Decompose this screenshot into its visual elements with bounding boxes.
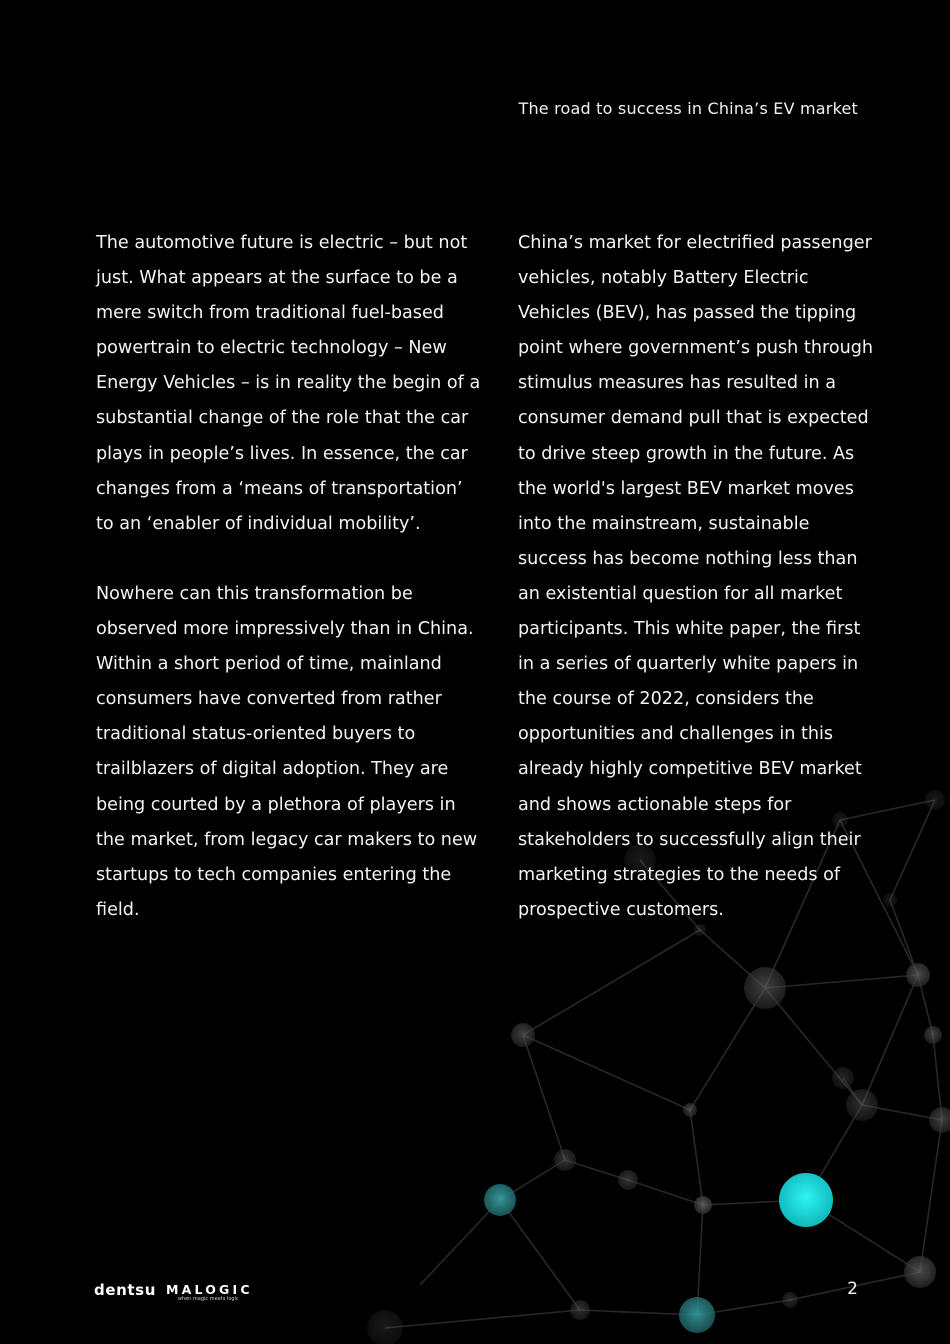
right-text-column (518, 226, 878, 928)
left-text-column (96, 226, 481, 928)
malogic-tagline: when magic meets logic (177, 1296, 239, 1302)
malogic-logo (166, 1279, 253, 1302)
footer-logo (94, 1279, 253, 1307)
paragraph: Nowhere can this transformation be observed more impressively than in China. Within a short period of time, mainland consumers have converted from rather traditional status-oriented buyers to trailblazers of digital adoption. They are being courted by a plethora of players in the market, from legacy car makers to new startups to tech companies entering the field. (96, 583, 478, 920)
page-number: 2 (847, 1279, 858, 1299)
dentsu-logo: dentsu (94, 1281, 156, 1299)
paragraph: China’s market for electrified passenger vehicles, notably Battery Electric Vehicles (BEV), has passed the tipping point where government’s push through stimulus measures has resulted in a consumer demand pull that is expected to drive steep growth in the future. As the world's largest BEV market moves into the mainstream, sustainable success has become nothing less than an existential question for all market participants. This white paper, the first in a series of quarterly white papers in the course of 2022, considers the opportunities and challenges in this already highly competitive BEV market and shows actionable steps for stakeholders to successfully align their marketing strategies to the needs of prospective customers. (518, 233, 874, 920)
paragraph: The automotive future is electric – but not just. What appears at the surface to be a mere switch from traditional fuel-based powertrain to electric technology – New Energy Vehicles – is in reality the begin of a substantial change of the role that the car plays in people’s lives. In essence, the car changes from a ‘means of transportation’ to an ‘enabler of individual mobility’. (96, 233, 481, 534)
malogic-wordmark: MALOGIC (165, 1282, 253, 1297)
running-header-title: The road to success in China’s EV market (518, 99, 858, 118)
